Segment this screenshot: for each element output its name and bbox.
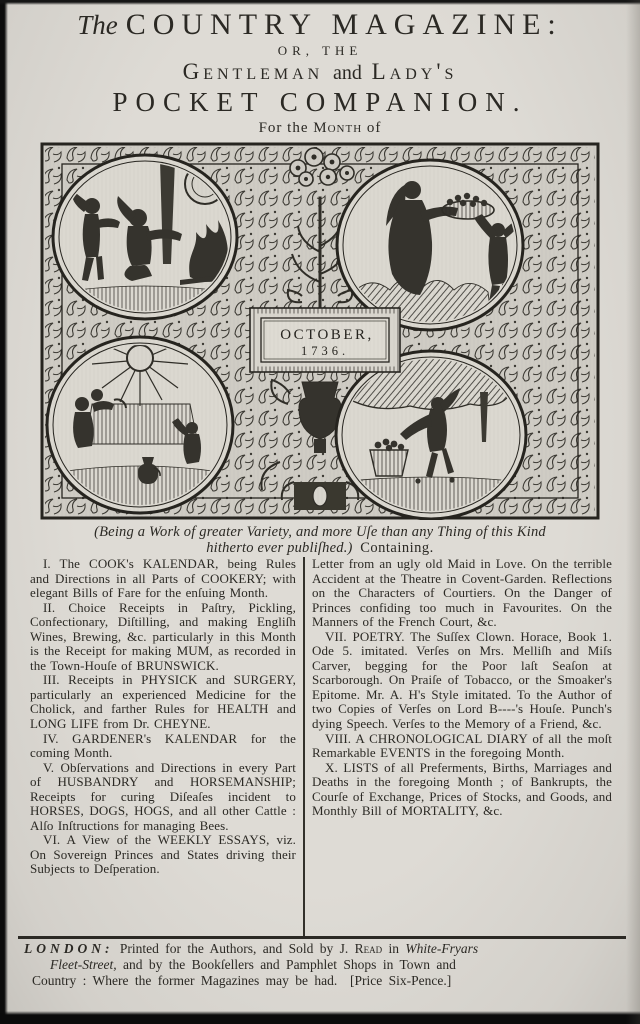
subtitle-ladys: Lady's [371, 59, 458, 85]
title-pocket-companion: POCKET COMPANION. [112, 86, 528, 117]
photo-edge-top [0, 0, 640, 5]
contents-item-2: II. Choice Receipts in Paſtry, Pickling, Confectionary, Diſtilling, and making Engliſh Wines, Brewing, &c. particularly in this Month is the Receipt for making MUM, as recorded in the Town-Houſe of BRUNSWICK. [30, 599, 296, 673]
contents-column-right [312, 557, 612, 936]
caption-line1: (Being a Work of greater Variety, and more Uſe than any Thing of this Kind [94, 524, 546, 540]
plaque-year-label: 1736. [300, 344, 350, 358]
photo-edge-bottom [0, 1011, 640, 1024]
photo-edge-right [626, 0, 640, 1024]
contents-item-6: VI. A View of the WEEKLY ESSAYS, viz. On Sovereign Princes and States driving their Subjects to Deſperation. [30, 832, 296, 877]
contents-item-4: IV. GARDENER's KALENDAR for the coming Month. [30, 730, 296, 761]
contents-item-6-continued: Letter from an ugly old Maid in Love. On the terrible Accident at the Theatre in Covent-Garden. Reflections on the Characters of Courtiers. On the Danger of Princes confiding too much in Favourites. On the Manners of the French Court, &c. [312, 557, 612, 630]
imprint-rule [18, 936, 626, 939]
contents-item-7: VII. POETRY. The Suſſex Clown. Horace, Book 1. Ode 5. imitated. Verſes on Mrs. Melliſh and Miſs Carver, begging for the Poor laſt Seaſon at Scarborough. On Praiſe of Tobacco, or the Smoaker's Epitome. Mr. A. H's Style imitated. To the Author of two Copies of Verſes on Lord B----'s Houſe. Punch's dying Speech. Verſes to the Memory of a Friend, &c. [312, 628, 612, 732]
contents-column-left [30, 557, 296, 936]
imprint [24, 941, 620, 988]
contents-item-1: I. The COOK's KALENDAR, being Rules and Directions in all Parts of COOKERY; with elegant Bills of Fare for the enſuing Month. [30, 557, 296, 601]
subtitle-gentleman: Gentleman [182, 59, 324, 85]
imprint-line1: LONDON: Printed for the Authors, and Sold by J. Read in White-Fryars [24, 941, 479, 956]
page-title [10, 8, 630, 42]
contents-item-3: III. Receipts in PHYSICK and SURGERY, particularly an experienced Medicine for the Cholick, and farther Rules for HEALTH and LONG LIFE from Dr. CHEYNE. [30, 672, 296, 732]
title-main: COUNTRY MAGAZINE: [125, 8, 563, 41]
title-or-the: OR, THE [277, 42, 363, 58]
imprint-line2: Fleet-Street, and by the Bookſellers and Pamphlet Shops in Town and [50, 956, 456, 972]
subtitle-and: and [332, 62, 362, 85]
contents-item-10: X. LISTS of all Preferments, Births, Marriages and Deaths in the foregoing Month ; of Bankrupts, the Courſe of Exchange, Prices of Stocks, and Goods, and Monthly Bill of MORTALITY, &c. [312, 759, 612, 819]
month-engraving [40, 142, 600, 520]
engraving-svg [40, 142, 600, 520]
contents-item-5: V. Obſervations and Directions in every Part of HUSBANDRY and HORSEMANSHIP; Receipts for curing Diſeaſes incident to HORSES, DOGS, HOGS, and all other Cattle : Alſo Inſtructions for managing Bees. [30, 759, 296, 833]
contents-item-8: VIII. A CHRONOLOGICAL DIARY of all the moſt Remarkable EVENTS in the foregoing Month. [312, 730, 612, 761]
imprint-line3: Country : Where the former Magazines may be had. [Price Six-Pence.] [32, 972, 452, 988]
containing-label: Containing. [360, 539, 434, 556]
photo-edge-left [0, 0, 8, 1024]
publisher-name: J. Read [339, 941, 383, 956]
title-article: The [77, 10, 118, 40]
engraving-caption [16, 525, 624, 556]
column-divider-rule [303, 557, 305, 936]
contents-listing [30, 557, 612, 936]
title-subtitle [10, 59, 630, 85]
plaque-month-label: OCTOBER, [280, 327, 374, 343]
masthead [10, 8, 630, 137]
caption-line2: hitherto ever publiſhed.) Containing. [206, 539, 434, 556]
london-label: LONDON: [24, 941, 114, 956]
month-of-line: For the Month of [258, 120, 382, 137]
price-label: [Price Six-Pence.] [350, 972, 452, 988]
